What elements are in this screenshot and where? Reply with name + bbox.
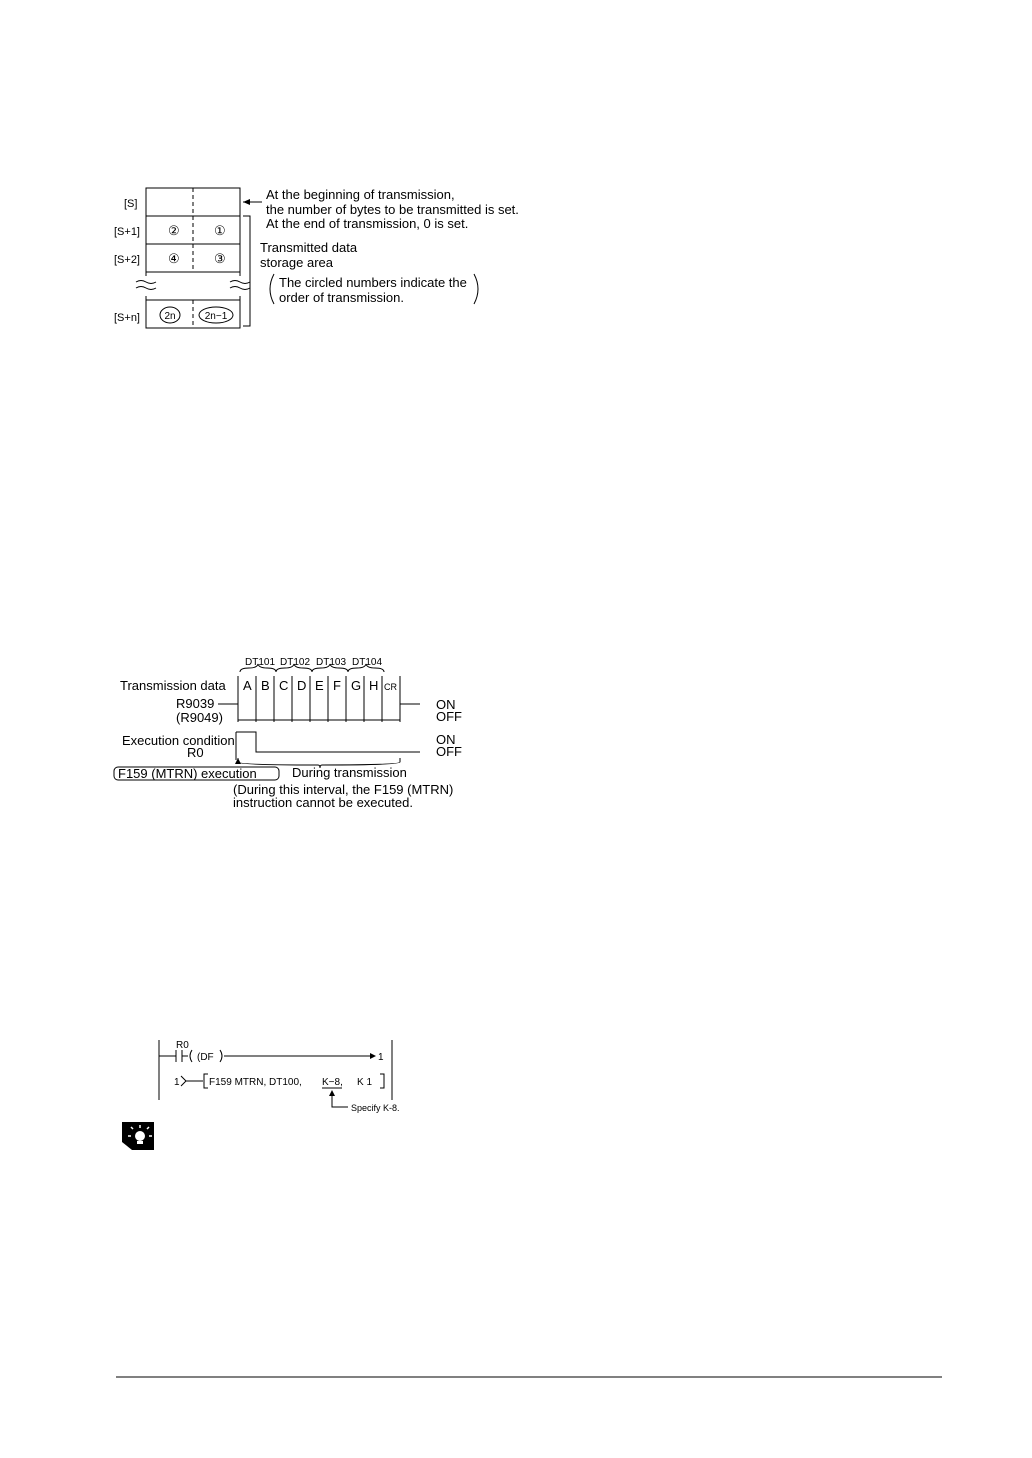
note-end: At the end of transmission, 0 is set. <box>266 216 469 231</box>
contact-r0-label: R0 <box>176 1040 189 1051</box>
row-label-s: [S] <box>124 198 138 210</box>
k-value: K−8, <box>322 1077 343 1088</box>
r9039-on: ON <box>436 697 456 712</box>
char-cr: CR <box>384 682 397 692</box>
order-1: ① <box>214 223 226 238</box>
char-h: H <box>369 678 379 693</box>
char-c: C <box>279 678 289 693</box>
in-number: 1 <box>174 1077 180 1088</box>
r0-off: OFF <box>436 744 462 759</box>
char-a: A <box>243 678 252 693</box>
jump-arrow-icon <box>370 1053 376 1059</box>
note-begin-1: At the beginning of transmission, <box>266 187 455 202</box>
storage-area-diagram <box>114 187 519 328</box>
order-3: ③ <box>214 251 226 266</box>
hint-lightbulb-icon <box>122 1122 154 1150</box>
interval-note-2: instruction cannot be executed. <box>233 795 413 810</box>
storage-label-2: storage area <box>260 255 333 270</box>
register-dt104: DT104 <box>352 657 383 668</box>
order-note-1: The circled numbers indicate the <box>279 275 467 290</box>
instruction-text: F159 MTRN, DT100, <box>209 1077 302 1088</box>
order-note-2: order of transmission. <box>279 290 404 305</box>
char-b: B <box>261 678 270 693</box>
specify-note: Specify K-8. <box>351 1103 400 1113</box>
r9049-label: (R9049) <box>176 710 223 725</box>
r0-signal <box>236 732 420 752</box>
arrow-to-s-icon <box>243 199 250 205</box>
register-dt102: DT102 <box>280 657 311 668</box>
df-label: (DF <box>197 1052 214 1063</box>
storage-bracket <box>243 216 250 326</box>
ladder-diagram <box>159 1040 400 1113</box>
storage-label-1: Transmitted data <box>260 240 358 255</box>
during-transmission-label: During transmission <box>292 765 407 780</box>
register-dt101: DT101 <box>245 657 276 668</box>
note-begin-2: the number of bytes to be transmitted is set. <box>266 202 519 217</box>
row-label-s1: [S+1] <box>114 226 140 238</box>
char-e: E <box>315 678 324 693</box>
out-number: 1 <box>378 1052 384 1063</box>
row-label-s2: [S+2] <box>114 254 140 266</box>
transmission-data-label: Transmission data <box>120 678 226 693</box>
r9039-signal <box>218 704 420 720</box>
timing-chart <box>114 657 462 810</box>
order-2n: 2n <box>164 311 176 322</box>
order-2n-1: 2n−1 <box>204 311 228 322</box>
f159-exec-label: F159 (MTRN) execution <box>118 766 257 781</box>
interval-note-1: (During this interval, the F159 (MTRN) <box>233 782 454 797</box>
char-d: D <box>297 678 307 693</box>
row-label-sn: [S+n] <box>114 312 140 324</box>
r9039-label: R9039 <box>176 696 215 711</box>
specify-arrow-icon <box>329 1090 335 1096</box>
char-f: F <box>333 678 341 693</box>
order-4: ④ <box>168 251 180 266</box>
r0-label: R0 <box>187 745 204 760</box>
char-g: G <box>351 678 362 693</box>
order-2: ② <box>168 223 180 238</box>
r9039-off: OFF <box>436 709 462 724</box>
exec-condition-label: Execution condition <box>122 733 235 748</box>
register-dt103: DT103 <box>316 657 347 668</box>
r0-on: ON <box>436 732 456 747</box>
k-last: K 1 <box>357 1077 373 1088</box>
